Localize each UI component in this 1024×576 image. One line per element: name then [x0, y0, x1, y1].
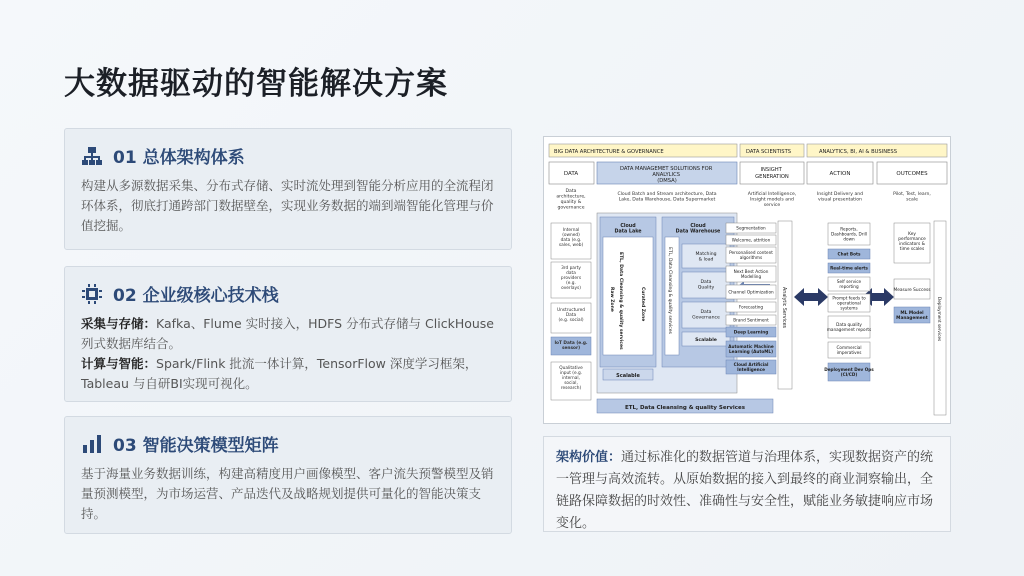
- bar-chart-icon: [81, 433, 103, 455]
- action-item-label-line: Deployment Dev Ops: [824, 367, 874, 372]
- insight-sub-line3: service: [763, 203, 781, 208]
- data-item-iot-line2: sensor): [561, 346, 581, 351]
- data-item-unstructured-line1: Unstructured: [556, 308, 586, 313]
- col-dmsa-line1: DATA MANAGEMET SOLUTIONS FOR: [620, 166, 713, 172]
- double-arrow-left: [794, 288, 828, 306]
- value-label: 架构价值：: [556, 450, 622, 465]
- col-data: DATA: [563, 171, 579, 177]
- card-heading: [81, 431, 495, 456]
- data-item-internal-line1: Internal: [562, 228, 580, 233]
- insight-item-label: [736, 226, 766, 231]
- sitemap-icon: [81, 145, 103, 167]
- action-item-label-line: reporting: [839, 284, 859, 289]
- action-item-label-line: Self service: [836, 279, 862, 284]
- col-outcomes: OUTCOMES: [896, 171, 928, 177]
- storage-text: Kafka、Flume 实时接入，HDFS 分布式存储与 ClickHouse 列式数据库结合。: [81, 316, 494, 351]
- outcome-ml-line2: Management: [896, 316, 928, 321]
- warehouse-title-line1: Cloud: [690, 224, 706, 229]
- dmsa-sub-line1: Cloud Batch and Stream architecture, Data: [617, 192, 717, 197]
- outcome-kpi-line2: performance: [898, 237, 926, 242]
- wh-matching-line1: Matching: [695, 252, 717, 257]
- card-title: 03 智能决策模型矩阵: [113, 436, 279, 456]
- lake-scalable: Scalable: [616, 373, 640, 379]
- action-item-label: [837, 279, 862, 289]
- insight-item-label-line: Next Best Action: [733, 269, 769, 274]
- wh-governance-line2: Governance: [692, 315, 720, 321]
- insight-item-label-line: Intelligence: [737, 367, 765, 372]
- outcome-kpi-line3: indicators &: [899, 242, 925, 247]
- outcome-measure: Measure Success: [893, 288, 931, 293]
- data-item-qualitative-line2: input (e.g.: [559, 371, 583, 376]
- outcome-ml: [896, 310, 928, 321]
- action-item-label-line: (CI/CD): [840, 372, 858, 377]
- dmsa-sub-line2: Lake, Data Warehouse, Data Supermarket: [618, 197, 716, 203]
- col-dmsa-line2: ANALYLICS: [652, 172, 681, 178]
- action-item-label-line: Prompt feeds to: [832, 295, 866, 301]
- header-analytics: ANALYTICS, BI, AI & BUSINESS: [819, 149, 897, 155]
- data-item-internal-line2: (owned): [562, 233, 580, 238]
- card-title: 01 总体架构体系: [113, 148, 245, 168]
- architecture-diagram-svg: [544, 137, 952, 425]
- insight-sub-line2: Insight models and: [750, 197, 794, 203]
- insight-sub: [748, 191, 797, 208]
- wh-quality-line2: Quality: [697, 285, 715, 291]
- data-sub: [556, 188, 586, 211]
- action-item-label-line: Commercial: [836, 345, 862, 350]
- col-insight-line1: INSIGHT: [760, 167, 782, 173]
- action-item-label-line: Chat Bots: [837, 251, 861, 257]
- wh-etl-vertical: ETL, Data Cleansing & quality services: [667, 247, 672, 334]
- data-item-unstructured-line2: Data: [565, 313, 577, 318]
- action-item-label: [836, 345, 861, 355]
- insight-item-label-line: Welcome, attrition: [731, 237, 771, 243]
- curated-zone: Curated Zone: [640, 287, 645, 322]
- dmsa-sub: [617, 191, 716, 203]
- action-item-label-line: Dashboards, Drill: [831, 231, 867, 237]
- wh-governance-line1: Data: [700, 310, 712, 315]
- card-body: [81, 314, 495, 394]
- data-item-3rd-party: [561, 265, 582, 291]
- insight-item-label-line: Cloud Artificial: [733, 362, 769, 367]
- etl-bottom: ETL, Data Cleansing & quality Services: [624, 405, 746, 411]
- page-title: 大数据驱动的智能解决方案: [64, 66, 448, 102]
- insight-item-label: [734, 330, 768, 335]
- lake-title-line2: Data Lake: [614, 229, 642, 235]
- card-heading: [81, 281, 495, 306]
- card-models: [64, 416, 512, 534]
- data-sub-line3: quality &: [560, 200, 582, 205]
- data-item-internal-line3: data (e.g.: [560, 238, 582, 243]
- outcome-kpi-line4: time scales: [899, 247, 925, 252]
- lake-etl-vertical: ETL, Data Cleansing & quality services: [618, 252, 623, 350]
- card-body: 基于海量业务数据训练，构建高精度用户画像模型、客户流失预警模型及销量预测模型，为市场运营、产品迭代及战略规划提供可量化的智能决策支持。: [81, 466, 494, 521]
- data-item-3rd-party-line3: providers: [560, 276, 582, 281]
- insight-item-label: [728, 344, 774, 354]
- wh-matching-line2: & load: [698, 257, 714, 263]
- insight-item-label-line: algorithms: [739, 255, 763, 260]
- insight-item-label: [734, 362, 769, 372]
- action-item-label-line: management reports: [826, 327, 872, 332]
- insight-item-label-line: Automatic Machine: [728, 344, 774, 349]
- value-text: 通过标准化的数据管道与治理体系，实现数据资产的统一管理与高效流转。从原始数据的接入到最终的商业洞察输出，全链路保障数据的时效性、准确性与安全性，赋能业务敏捷响应市场变化。: [556, 450, 934, 531]
- outcome-ml-line1: ML Model: [900, 311, 924, 316]
- card-heading: [81, 143, 495, 168]
- card-architecture: [64, 128, 512, 250]
- insight-item-label: [732, 238, 771, 243]
- insight-item-label-line: Personalised content: [729, 250, 773, 255]
- architecture-value: [543, 436, 951, 532]
- insight-item-label: [728, 290, 774, 295]
- outcomes-sub: [893, 191, 931, 203]
- insight-item-label-line: Forecasting: [738, 304, 764, 310]
- lake-title-line1: Cloud: [620, 224, 636, 229]
- card-tech-stack: [64, 266, 512, 402]
- data-sub-line4: governance: [557, 205, 585, 211]
- col-action: ACTION: [829, 171, 851, 177]
- action-item-label-line: Reports,: [840, 226, 858, 232]
- compute-text: Spark/Flink 批流一体计算，TensorFlow 深度学习框架，Tableau 与自研BI实现可视化。: [81, 356, 478, 391]
- header-governance: BIG DATA ARCHITECTURE & GOVERNANCE: [554, 149, 664, 155]
- raw-zone: Raw Zone: [609, 287, 614, 312]
- data-item-qualitative-line4: social,: [564, 381, 578, 386]
- card-body: 构建从多源数据采集、分布式存储、实时流处理到智能分析应用的全流程闭环体系，彻底打通跨部门数据壁垒，实现业务数据的端到端智能化管理与价值挖掘。: [81, 178, 494, 233]
- wh-scalable: Scalable: [695, 338, 717, 343]
- wh-quality-line1: Data: [700, 280, 712, 285]
- col-insight-line2: GENERATION: [755, 174, 789, 180]
- action-item-label-line: systems: [840, 305, 858, 311]
- insight-item-label-line: Learning (AutoML): [728, 349, 774, 354]
- insight-item-label-line: Channel Optimization: [728, 289, 774, 295]
- warehouse-title-line2: Data Warehouse: [675, 229, 721, 235]
- data-item-internal-line4: sales, web): [558, 243, 584, 248]
- architecture-diagram: [543, 136, 951, 424]
- outcomes-sub-line1: Pilot, Test, learn,: [893, 192, 931, 197]
- insight-item-label-line: Segmentation: [736, 225, 766, 231]
- data-item-3rd-party-line2: data: [566, 271, 576, 276]
- action-item-label: [838, 252, 861, 257]
- data-item-3rd-party-line5: overlays): [561, 286, 581, 291]
- insight-item-label: [739, 305, 764, 310]
- analytic-services: Analytic Services: [781, 287, 786, 329]
- storage-label: 采集与存储：: [81, 316, 157, 331]
- data-sub-line1: Data: [565, 189, 577, 194]
- col-dmsa-line3: (DMSA): [657, 178, 677, 184]
- data-item-qualitative-line5: research): [560, 386, 582, 391]
- insight-item-label-line: Brand Sentiment: [733, 317, 769, 323]
- data-sub-line2: architecture,: [556, 194, 586, 200]
- data-item-iot-line1: IoT Data (e.g.: [554, 341, 588, 346]
- insight-sub-line1: Artificial Intelligence,: [747, 192, 797, 197]
- action-item-label-line: operational: [837, 300, 861, 306]
- header-scientists: DATA SCIENTISTS: [746, 149, 792, 155]
- action-sub-line1: Insight Delivery and: [816, 192, 864, 197]
- action-item-label-line: imperatives: [836, 350, 862, 355]
- data-item-qualitative-line1: Qualitative: [559, 366, 583, 371]
- card-title: 02 企业级核心技术栈: [113, 286, 279, 306]
- action-item-label: [830, 266, 868, 271]
- data-item-qualitative-line3: internal,: [562, 376, 580, 381]
- action-item-label-line: down: [843, 236, 855, 242]
- insight-item-label-line: Deep Learning: [733, 329, 769, 335]
- action-item-label-line: Data quality: [836, 322, 862, 327]
- insight-item-label: [733, 318, 769, 323]
- action-item-label-line: Real-time alerts: [830, 265, 868, 271]
- data-item-unstructured-line3: (e.g. social): [558, 318, 584, 323]
- compute-label: 计算与智能：: [81, 356, 157, 371]
- data-item-3rd-party-line1: 3rd party: [561, 266, 581, 271]
- chip-icon: [81, 283, 103, 305]
- deployment-services: Deployment services: [937, 297, 942, 342]
- outcome-kpi-line1: Key: [908, 232, 916, 237]
- outcomes-sub-line2: scale: [906, 197, 918, 203]
- data-item-qualitative: [559, 365, 583, 391]
- action-sub-line2: visual presentation: [818, 197, 862, 203]
- action-sub: [817, 191, 863, 203]
- data-item-3rd-party-line4: (e.g.: [566, 281, 576, 286]
- insight-item-label-line: Modelling: [740, 274, 762, 279]
